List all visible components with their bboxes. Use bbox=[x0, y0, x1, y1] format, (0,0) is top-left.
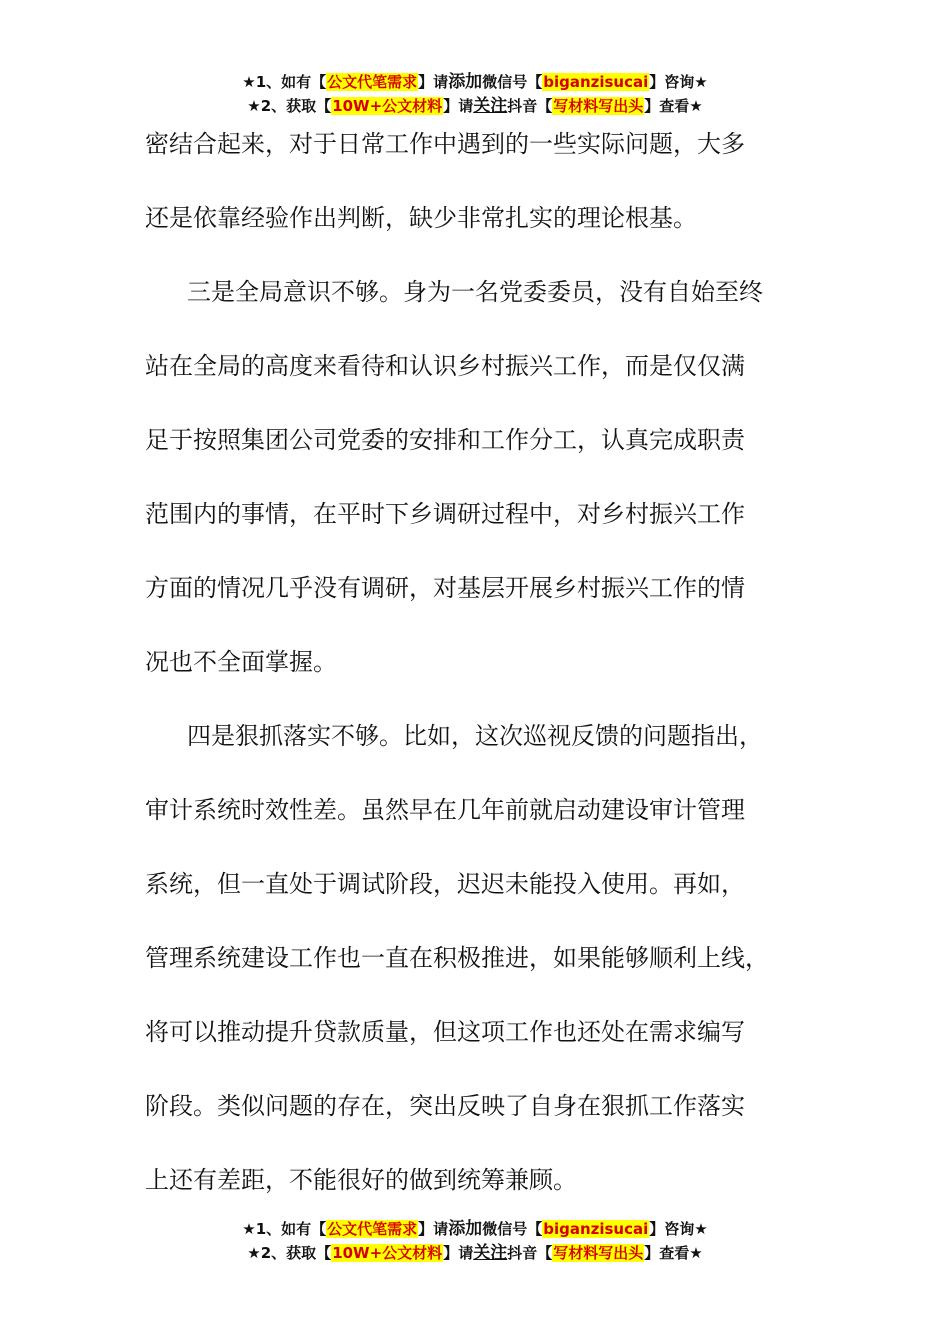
body-line: 足于按照集团公司党委的安排和工作分工，认真完成职责 bbox=[145, 426, 745, 454]
body-line: 系统，但一直处于调试阶段，迟迟未能投入使用。再如， bbox=[145, 870, 745, 898]
paragraph-start-line: 三是全局意识不够。身为一名党委委员，没有自始至终 bbox=[187, 278, 763, 306]
banner-line-2-prefix: ★2、获取【 bbox=[247, 97, 332, 115]
banner-line-1-prefix: ★1、如有【 bbox=[242, 1220, 327, 1238]
banner-emphasis-add: 添加 bbox=[448, 72, 483, 92]
banner-line-1 bbox=[0, 70, 950, 94]
banner-line-1-middle: 】请 bbox=[418, 73, 449, 91]
banner-line-2-middle: 】请 bbox=[443, 1244, 474, 1262]
body-line: 将可以推动提升贷款质量，但这项工作也还处在需求编写 bbox=[145, 1018, 745, 1046]
paragraph-start-line: 四是狠抓落实不够。比如，这次巡视反馈的问题指出， bbox=[187, 722, 763, 750]
body-line: 上还有差距，不能很好的做到统筹兼顾。 bbox=[145, 1166, 577, 1194]
body-line: 管理系统建设工作也一直在积极推进，如果能够顺利上线， bbox=[145, 944, 769, 972]
document-body bbox=[145, 107, 825, 1217]
banner-line-1 bbox=[0, 1217, 950, 1241]
banner-line-2-middle-2: 抖音【 bbox=[507, 1244, 553, 1262]
body-line: 还是依靠经验作出判断，缺少非常扎实的理论根基。 bbox=[145, 204, 697, 232]
banner-highlight-materials: 10W+公文材料 bbox=[332, 97, 443, 115]
banner-line-2-prefix: ★2、获取【 bbox=[247, 1244, 332, 1262]
body-line: 况也不全面掌握。 bbox=[145, 648, 337, 676]
banner-line-1-middle-2: 微信号【 bbox=[482, 1220, 543, 1238]
body-line: 方面的情况几乎没有调研，对基层开展乡村振兴工作的情 bbox=[145, 574, 745, 602]
banner-line-2-suffix: 】查看★ bbox=[644, 97, 703, 115]
body-line: 密结合起来，对于日常工作中遇到的一些实际问题，大多 bbox=[145, 130, 745, 158]
banner-highlight-douyin-account: 写材料写出头 bbox=[553, 97, 644, 115]
body-line: 阶段。类似问题的存在，突出反映了自身在狠抓工作落实 bbox=[145, 1092, 745, 1120]
footer-banner bbox=[0, 1217, 950, 1265]
banner-emphasis-add: 添加 bbox=[448, 1219, 483, 1239]
banner-line-1-middle-2: 微信号【 bbox=[482, 73, 543, 91]
body-line: 范围内的事情，在平时下乡调研过程中，对乡村振兴工作 bbox=[145, 500, 745, 528]
banner-line-2 bbox=[0, 1241, 950, 1265]
banner-line-1-middle: 】请 bbox=[418, 1220, 449, 1238]
body-line: 审计系统时效性差。虽然早在几年前就启动建设审计管理 bbox=[145, 796, 745, 824]
banner-highlight-wechat-id: biganzisucai bbox=[543, 1220, 649, 1238]
banner-emphasis-follow: 关注 bbox=[473, 1243, 508, 1263]
body-line: 站在全局的高度来看待和认识乡村振兴工作，而是仅仅满 bbox=[145, 352, 745, 380]
banner-line-2-suffix: 】查看★ bbox=[644, 1244, 703, 1262]
banner-line-2-middle: 】请 bbox=[443, 97, 474, 115]
banner-line-1-suffix: 】咨询★ bbox=[649, 1220, 708, 1238]
banner-highlight-materials: 10W+公文材料 bbox=[332, 1244, 443, 1262]
banner-highlight-service: 公文代笔需求 bbox=[327, 1220, 418, 1238]
banner-line-1-prefix: ★1、如有【 bbox=[242, 73, 327, 91]
banner-emphasis-follow: 关注 bbox=[473, 96, 508, 116]
banner-highlight-douyin-account: 写材料写出头 bbox=[553, 1244, 644, 1262]
banner-line-2-middle-2: 抖音【 bbox=[507, 97, 553, 115]
banner-line-1-suffix: 】咨询★ bbox=[649, 73, 708, 91]
banner-highlight-service: 公文代笔需求 bbox=[327, 73, 418, 91]
banner-highlight-wechat-id: biganzisucai bbox=[543, 73, 649, 91]
